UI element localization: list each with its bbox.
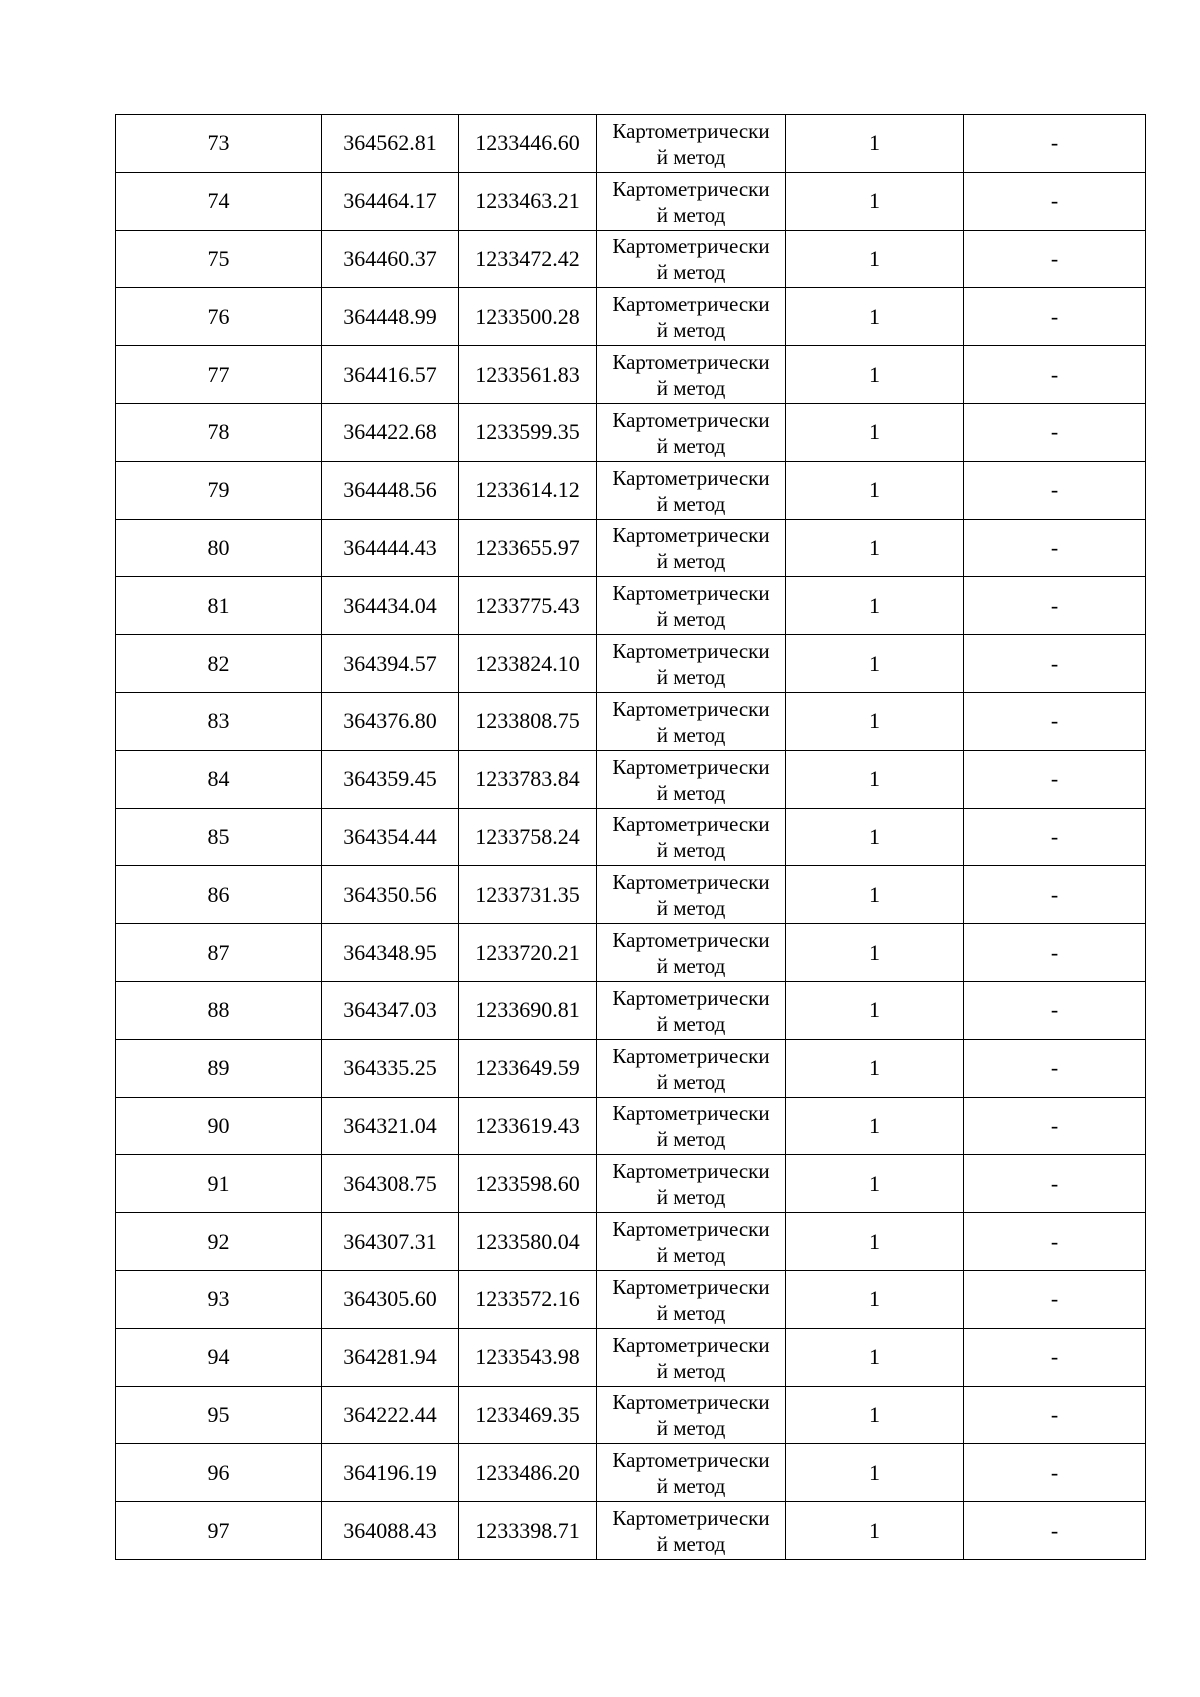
method-line-2: й метод xyxy=(656,1011,726,1036)
y-coordinate-cell: 1233580.04 xyxy=(459,1213,597,1271)
y-coordinate-cell: 1233783.84 xyxy=(459,750,597,808)
x-coordinate-cell: 364422.68 xyxy=(322,403,459,461)
x-coordinate-cell: 364348.95 xyxy=(322,924,459,982)
coordinates-table-body xyxy=(116,115,1146,1560)
method-line-1: Картометрически xyxy=(612,1159,770,1184)
table-row xyxy=(116,1328,1146,1386)
method-cell xyxy=(597,1213,786,1271)
method-line-2: й метод xyxy=(656,1300,726,1325)
accuracy-cell: 1 xyxy=(786,346,964,404)
accuracy-cell: 1 xyxy=(786,1213,964,1271)
accuracy-cell: 1 xyxy=(786,403,964,461)
method-cell xyxy=(597,519,786,577)
accuracy-cell: 1 xyxy=(786,1328,964,1386)
method-line-2: й метод xyxy=(656,144,726,169)
x-coordinate-cell: 364562.81 xyxy=(322,115,459,173)
method-cell xyxy=(597,288,786,346)
method-line-1: Картометрически xyxy=(612,523,770,548)
method-line-1: Картометрически xyxy=(612,1043,770,1068)
table-row xyxy=(116,1502,1146,1560)
method-line-2: й метод xyxy=(656,376,726,401)
point-number-cell: 73 xyxy=(116,115,322,173)
table-row xyxy=(116,1213,1146,1271)
table-row xyxy=(116,1097,1146,1155)
table-row xyxy=(116,1444,1146,1502)
x-coordinate-cell: 364460.37 xyxy=(322,230,459,288)
method-line-1: Картометрически xyxy=(612,928,770,953)
note-cell: - xyxy=(964,981,1146,1039)
method-cell xyxy=(597,461,786,519)
table-row xyxy=(116,519,1146,577)
method-line-1: Картометрически xyxy=(612,1101,770,1126)
method-cell xyxy=(597,1097,786,1155)
table-row xyxy=(116,924,1146,982)
y-coordinate-cell: 1233500.28 xyxy=(459,288,597,346)
method-cell xyxy=(597,346,786,404)
point-number-cell: 95 xyxy=(116,1386,322,1444)
method-line-2: й метод xyxy=(656,722,726,747)
method-line-1: Картометрически xyxy=(612,350,770,375)
accuracy-cell: 1 xyxy=(786,924,964,982)
y-coordinate-cell: 1233472.42 xyxy=(459,230,597,288)
method-line-1: Картометрически xyxy=(612,581,770,606)
y-coordinate-cell: 1233731.35 xyxy=(459,866,597,924)
method-cell xyxy=(597,230,786,288)
accuracy-cell: 1 xyxy=(786,1097,964,1155)
method-line-2: й метод xyxy=(656,433,726,458)
accuracy-cell: 1 xyxy=(786,1444,964,1502)
table-row xyxy=(116,808,1146,866)
method-line-1: Картометрически xyxy=(612,696,770,721)
table-row xyxy=(116,1039,1146,1097)
x-coordinate-cell: 364464.17 xyxy=(322,172,459,230)
table-row xyxy=(116,1270,1146,1328)
x-coordinate-cell: 364376.80 xyxy=(322,692,459,750)
point-number-cell: 81 xyxy=(116,577,322,635)
accuracy-cell: 1 xyxy=(786,692,964,750)
note-cell: - xyxy=(964,808,1146,866)
y-coordinate-cell: 1233808.75 xyxy=(459,692,597,750)
method-line-2: й метод xyxy=(656,780,726,805)
table-row xyxy=(116,288,1146,346)
accuracy-cell: 1 xyxy=(786,461,964,519)
note-cell: - xyxy=(964,172,1146,230)
point-number-cell: 80 xyxy=(116,519,322,577)
accuracy-cell: 1 xyxy=(786,1039,964,1097)
accuracy-cell: 1 xyxy=(786,635,964,693)
method-cell xyxy=(597,1386,786,1444)
method-line-2: й метод xyxy=(656,1532,726,1557)
x-coordinate-cell: 364222.44 xyxy=(322,1386,459,1444)
table-row xyxy=(116,115,1146,173)
table-row xyxy=(116,1155,1146,1213)
method-line-1: Картометрически xyxy=(612,118,770,143)
point-number-cell: 74 xyxy=(116,172,322,230)
table-row xyxy=(116,1386,1146,1444)
note-cell: - xyxy=(964,1502,1146,1560)
note-cell: - xyxy=(964,346,1146,404)
note-cell: - xyxy=(964,1213,1146,1271)
note-cell: - xyxy=(964,461,1146,519)
note-cell: - xyxy=(964,1155,1146,1213)
point-number-cell: 75 xyxy=(116,230,322,288)
method-line-1: Картометрически xyxy=(612,407,770,432)
point-number-cell: 82 xyxy=(116,635,322,693)
y-coordinate-cell: 1233720.21 xyxy=(459,924,597,982)
y-coordinate-cell: 1233599.35 xyxy=(459,403,597,461)
x-coordinate-cell: 364350.56 xyxy=(322,866,459,924)
note-cell: - xyxy=(964,115,1146,173)
note-cell: - xyxy=(964,519,1146,577)
point-number-cell: 84 xyxy=(116,750,322,808)
coordinates-table xyxy=(115,114,1146,1560)
note-cell: - xyxy=(964,288,1146,346)
accuracy-cell: 1 xyxy=(786,1270,964,1328)
method-line-2: й метод xyxy=(656,954,726,979)
table-row xyxy=(116,230,1146,288)
method-cell xyxy=(597,172,786,230)
table-row xyxy=(116,692,1146,750)
x-coordinate-cell: 364448.56 xyxy=(322,461,459,519)
table-row xyxy=(116,981,1146,1039)
y-coordinate-cell: 1233572.16 xyxy=(459,1270,597,1328)
method-line-1: Картометрически xyxy=(612,870,770,895)
method-cell xyxy=(597,635,786,693)
y-coordinate-cell: 1233758.24 xyxy=(459,808,597,866)
point-number-cell: 96 xyxy=(116,1444,322,1502)
table-row xyxy=(116,750,1146,808)
point-number-cell: 79 xyxy=(116,461,322,519)
x-coordinate-cell: 364434.04 xyxy=(322,577,459,635)
note-cell: - xyxy=(964,1097,1146,1155)
point-number-cell: 89 xyxy=(116,1039,322,1097)
x-coordinate-cell: 364196.19 xyxy=(322,1444,459,1502)
x-coordinate-cell: 364307.31 xyxy=(322,1213,459,1271)
method-cell xyxy=(597,1444,786,1502)
table-row xyxy=(116,172,1146,230)
y-coordinate-cell: 1233649.59 xyxy=(459,1039,597,1097)
method-line-2: й метод xyxy=(656,1416,726,1441)
point-number-cell: 90 xyxy=(116,1097,322,1155)
note-cell: - xyxy=(964,230,1146,288)
x-coordinate-cell: 364308.75 xyxy=(322,1155,459,1213)
accuracy-cell: 1 xyxy=(786,519,964,577)
point-number-cell: 92 xyxy=(116,1213,322,1271)
x-coordinate-cell: 364444.43 xyxy=(322,519,459,577)
point-number-cell: 83 xyxy=(116,692,322,750)
note-cell: - xyxy=(964,750,1146,808)
method-cell xyxy=(597,981,786,1039)
method-line-1: Картометрически xyxy=(612,754,770,779)
note-cell: - xyxy=(964,1444,1146,1502)
method-cell xyxy=(597,1155,786,1213)
point-number-cell: 88 xyxy=(116,981,322,1039)
table-row xyxy=(116,866,1146,924)
x-coordinate-cell: 364394.57 xyxy=(322,635,459,693)
method-cell xyxy=(597,808,786,866)
point-number-cell: 93 xyxy=(116,1270,322,1328)
method-cell xyxy=(597,1328,786,1386)
x-coordinate-cell: 364321.04 xyxy=(322,1097,459,1155)
method-line-1: Картометрически xyxy=(612,1506,770,1531)
method-line-1: Картометрически xyxy=(612,176,770,201)
method-line-1: Картометрически xyxy=(612,985,770,1010)
x-coordinate-cell: 364359.45 xyxy=(322,750,459,808)
method-cell xyxy=(597,1502,786,1560)
method-line-1: Картометрически xyxy=(612,465,770,490)
method-line-1: Картометрически xyxy=(612,1274,770,1299)
y-coordinate-cell: 1233463.21 xyxy=(459,172,597,230)
table-row xyxy=(116,346,1146,404)
table-row xyxy=(116,577,1146,635)
accuracy-cell: 1 xyxy=(786,981,964,1039)
note-cell: - xyxy=(964,1039,1146,1097)
table-row xyxy=(116,635,1146,693)
method-line-2: й метод xyxy=(656,1185,726,1210)
note-cell: - xyxy=(964,403,1146,461)
note-cell: - xyxy=(964,1386,1146,1444)
method-line-2: й метод xyxy=(656,1243,726,1268)
method-cell xyxy=(597,866,786,924)
method-line-2: й метод xyxy=(656,607,726,632)
method-line-2: й метод xyxy=(656,896,726,921)
y-coordinate-cell: 1233446.60 xyxy=(459,115,597,173)
y-coordinate-cell: 1233824.10 xyxy=(459,635,597,693)
method-cell xyxy=(597,403,786,461)
method-line-1: Картометрически xyxy=(612,1217,770,1242)
note-cell: - xyxy=(964,1328,1146,1386)
point-number-cell: 76 xyxy=(116,288,322,346)
accuracy-cell: 1 xyxy=(786,288,964,346)
method-line-1: Картометрически xyxy=(612,1390,770,1415)
point-number-cell: 94 xyxy=(116,1328,322,1386)
y-coordinate-cell: 1233598.60 xyxy=(459,1155,597,1213)
note-cell: - xyxy=(964,1270,1146,1328)
method-cell xyxy=(597,1039,786,1097)
accuracy-cell: 1 xyxy=(786,230,964,288)
method-line-2: й метод xyxy=(656,549,726,574)
y-coordinate-cell: 1233469.35 xyxy=(459,1386,597,1444)
x-coordinate-cell: 364347.03 xyxy=(322,981,459,1039)
y-coordinate-cell: 1233619.43 xyxy=(459,1097,597,1155)
y-coordinate-cell: 1233690.81 xyxy=(459,981,597,1039)
note-cell: - xyxy=(964,577,1146,635)
point-number-cell: 77 xyxy=(116,346,322,404)
y-coordinate-cell: 1233655.97 xyxy=(459,519,597,577)
accuracy-cell: 1 xyxy=(786,866,964,924)
accuracy-cell: 1 xyxy=(786,1386,964,1444)
method-line-2: й метод xyxy=(656,1127,726,1152)
method-cell xyxy=(597,692,786,750)
method-line-2: й метод xyxy=(656,1358,726,1383)
method-line-1: Картометрически xyxy=(612,234,770,259)
y-coordinate-cell: 1233543.98 xyxy=(459,1328,597,1386)
y-coordinate-cell: 1233775.43 xyxy=(459,577,597,635)
accuracy-cell: 1 xyxy=(786,115,964,173)
point-number-cell: 91 xyxy=(116,1155,322,1213)
point-number-cell: 85 xyxy=(116,808,322,866)
point-number-cell: 87 xyxy=(116,924,322,982)
point-number-cell: 78 xyxy=(116,403,322,461)
x-coordinate-cell: 364305.60 xyxy=(322,1270,459,1328)
method-cell xyxy=(597,924,786,982)
method-cell xyxy=(597,577,786,635)
y-coordinate-cell: 1233398.71 xyxy=(459,1502,597,1560)
table-row xyxy=(116,461,1146,519)
point-number-cell: 86 xyxy=(116,866,322,924)
note-cell: - xyxy=(964,692,1146,750)
y-coordinate-cell: 1233486.20 xyxy=(459,1444,597,1502)
accuracy-cell: 1 xyxy=(786,577,964,635)
method-line-2: й метод xyxy=(656,1474,726,1499)
method-line-2: й метод xyxy=(656,318,726,343)
x-coordinate-cell: 364416.57 xyxy=(322,346,459,404)
x-coordinate-cell: 364088.43 xyxy=(322,1502,459,1560)
note-cell: - xyxy=(964,924,1146,982)
method-line-2: й метод xyxy=(656,1069,726,1094)
x-coordinate-cell: 364335.25 xyxy=(322,1039,459,1097)
method-cell xyxy=(597,750,786,808)
method-line-1: Картометрически xyxy=(612,1332,770,1357)
method-line-1: Картометрически xyxy=(612,1448,770,1473)
method-line-2: й метод xyxy=(656,838,726,863)
table-row xyxy=(116,403,1146,461)
x-coordinate-cell: 364448.99 xyxy=(322,288,459,346)
note-cell: - xyxy=(964,635,1146,693)
method-line-1: Картометрически xyxy=(612,292,770,317)
x-coordinate-cell: 364354.44 xyxy=(322,808,459,866)
method-cell xyxy=(597,115,786,173)
note-cell: - xyxy=(964,866,1146,924)
accuracy-cell: 1 xyxy=(786,750,964,808)
accuracy-cell: 1 xyxy=(786,1155,964,1213)
method-line-1: Картометрически xyxy=(612,812,770,837)
accuracy-cell: 1 xyxy=(786,1502,964,1560)
accuracy-cell: 1 xyxy=(786,172,964,230)
method-line-2: й метод xyxy=(656,260,726,285)
method-line-1: Картометрически xyxy=(612,639,770,664)
accuracy-cell: 1 xyxy=(786,808,964,866)
method-line-2: й метод xyxy=(656,491,726,516)
x-coordinate-cell: 364281.94 xyxy=(322,1328,459,1386)
method-cell xyxy=(597,1270,786,1328)
point-number-cell: 97 xyxy=(116,1502,322,1560)
method-line-2: й метод xyxy=(656,665,726,690)
method-line-2: й метод xyxy=(656,202,726,227)
y-coordinate-cell: 1233561.83 xyxy=(459,346,597,404)
y-coordinate-cell: 1233614.12 xyxy=(459,461,597,519)
